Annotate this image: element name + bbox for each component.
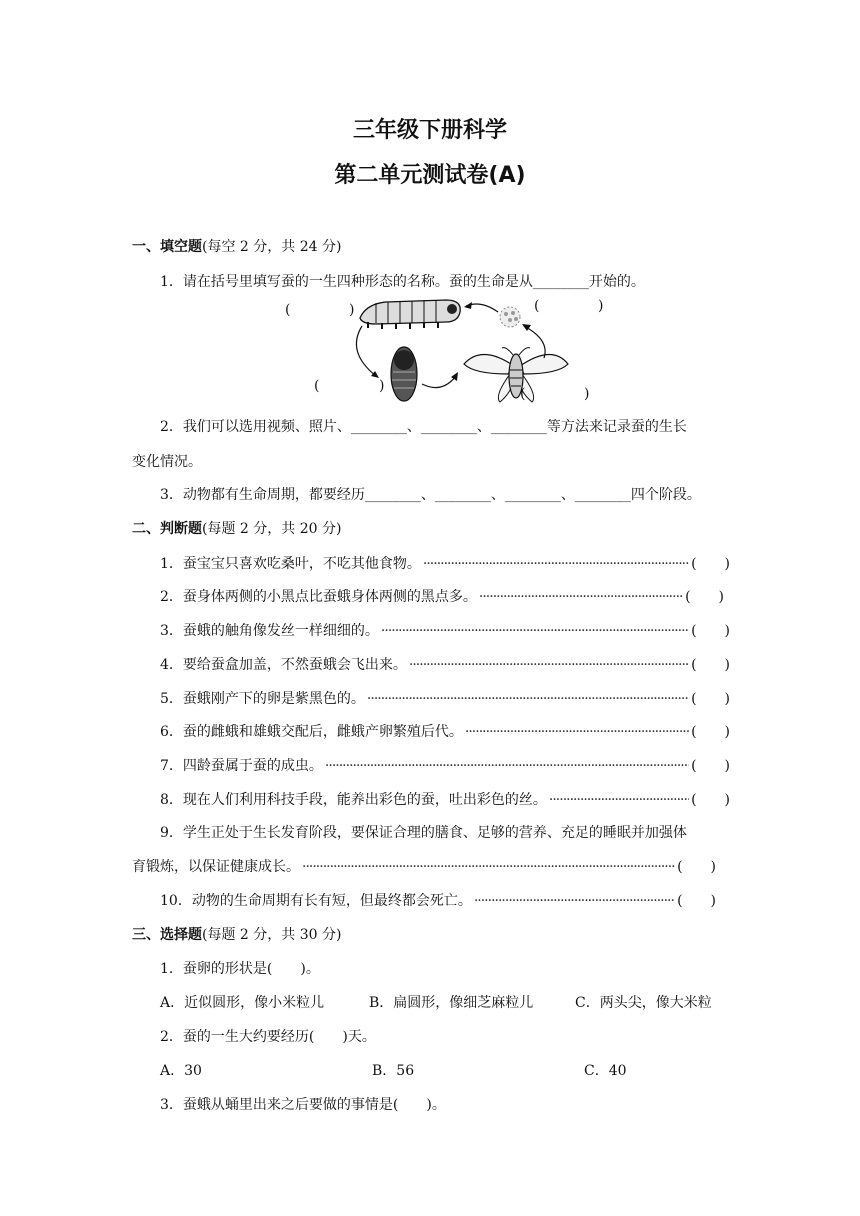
judge-item — [160, 586, 724, 606]
judge-text: 2．蚕身体两侧的小黑点比蚕蛾身体两侧的黑点多。 — [160, 589, 477, 605]
question-text-continued: 变化情况。 — [132, 454, 202, 470]
moth-illustration — [464, 348, 568, 402]
option-c: C．两头尖，像大米粒 — [575, 995, 712, 1011]
judge-item — [160, 688, 730, 708]
leader-dots — [423, 556, 689, 572]
section-title: 三、选择题 — [132, 927, 202, 943]
leader-dots — [479, 589, 683, 605]
judge-text: 10．动物的生命周期有长有短，但最终都会死亡。 — [160, 893, 472, 909]
answer-bracket-right: ) — [584, 386, 590, 402]
answer-bracket-right: ) — [349, 302, 355, 318]
answer-paren: ( ) — [691, 792, 730, 808]
judge-item — [160, 789, 730, 809]
judge-item — [160, 620, 730, 640]
judge-text: 1．蚕宝宝只喜欢吃桑叶，不吃其他食物。 — [160, 556, 421, 572]
answer-paren: ( ) — [691, 556, 730, 572]
question-text: 1．请在括号里填写蚕的一生四种形态的名称。蚕的生命是从________开始的。 — [160, 274, 645, 290]
judge-item — [132, 856, 716, 876]
leader-dots — [474, 893, 675, 909]
judge-item — [160, 721, 730, 741]
leader-dots — [367, 691, 689, 707]
page-subtitle: 第二单元测试卷(A) — [334, 163, 526, 188]
answer-bracket-left: ( — [285, 302, 291, 318]
section-heading-fill — [132, 236, 341, 256]
answer-bracket-left: ( — [314, 378, 320, 394]
judge-text: 9．学生正处于生长发育阶段，要保证合理的膳食、足够的营养、充足的睡眠并加强体 — [160, 825, 687, 841]
judge-item — [160, 654, 730, 674]
larva-illustration — [360, 300, 460, 329]
answer-bracket-left: ( — [534, 298, 540, 314]
option-a: A．近似圆形，像小米粒儿 — [160, 995, 325, 1011]
judge-text: 8．现在人们利用科技手段，能养出彩色的蚕，吐出彩色的丝。 — [160, 792, 547, 808]
judge-text: 育锻炼，以保证健康成长。 — [132, 859, 300, 875]
judge-text: 5．蚕蛾刚产下的卵是紫黑色的。 — [160, 691, 365, 707]
answer-bracket-right: ) — [598, 298, 604, 314]
section-title: 二、判断题 — [132, 521, 202, 537]
judge-item — [160, 890, 716, 910]
option-b: B．56 — [372, 1063, 415, 1079]
question-text: 3．蚕蛾从蛹里出来之后要做的事情是( )。 — [160, 1097, 446, 1113]
answer-paren: ( ) — [691, 657, 730, 673]
judge-item — [160, 755, 730, 775]
option-b: B．扁圆形，像细芝麻粒儿 — [369, 995, 534, 1011]
section-note: (每题 2 分，共 20 分) — [202, 521, 342, 537]
answer-bracket-left: ( — [520, 386, 526, 402]
eggs-illustration — [500, 307, 520, 327]
answer-paren: ( ) — [691, 623, 730, 639]
pupa-illustration — [391, 347, 417, 401]
leader-dots — [325, 758, 689, 774]
option-c: C．40 — [584, 1063, 627, 1079]
answer-bracket-right: ) — [379, 378, 385, 394]
judge-text: 7．四龄蚕属于蚕的成虫。 — [160, 758, 323, 774]
question-text: 2．我们可以选用视频、照片、________、________、________等方法来记录蚕的生长 — [160, 419, 687, 435]
leader-dots — [302, 859, 675, 875]
leader-dots — [381, 623, 689, 639]
leader-dots — [549, 792, 689, 808]
option-a: A．30 — [160, 1063, 202, 1079]
leader-dots — [465, 724, 689, 740]
judge-item — [160, 553, 730, 573]
answer-paren: ( ) — [691, 758, 730, 774]
judge-text: 4．要给蚕盒加盖，不然蚕蛾会飞出来。 — [160, 657, 407, 673]
judge-text: 6．蚕的雌蛾和雄蛾交配后，雌蛾产卵繁殖后代。 — [160, 724, 463, 740]
section-heading-judge — [132, 518, 341, 538]
answer-paren: ( ) — [691, 724, 730, 740]
leader-dots — [409, 657, 689, 673]
page-title: 三年级下册科学 — [352, 118, 507, 143]
section-heading-choice — [132, 924, 341, 944]
answer-paren: ( ) — [691, 691, 730, 707]
question-text: 2．蚕的一生大约要经历( )天。 — [160, 1029, 376, 1045]
question-text: 1．蚕卵的形状是( )。 — [160, 961, 320, 977]
judge-text: 3．蚕蛾的触角像发丝一样细细的。 — [160, 623, 379, 639]
answer-paren: ( ) — [685, 589, 724, 605]
section-title: 一、填空题 — [132, 239, 202, 255]
answer-paren: ( ) — [677, 893, 716, 909]
answer-paren: ( ) — [677, 859, 716, 875]
question-text: 3．动物都有生命周期，都要经历________、________、________、________四个阶段。 — [160, 487, 701, 503]
section-note: (每空 2 分，共 24 分) — [202, 239, 342, 255]
section-note: (每题 2 分，共 30 分) — [202, 927, 342, 943]
